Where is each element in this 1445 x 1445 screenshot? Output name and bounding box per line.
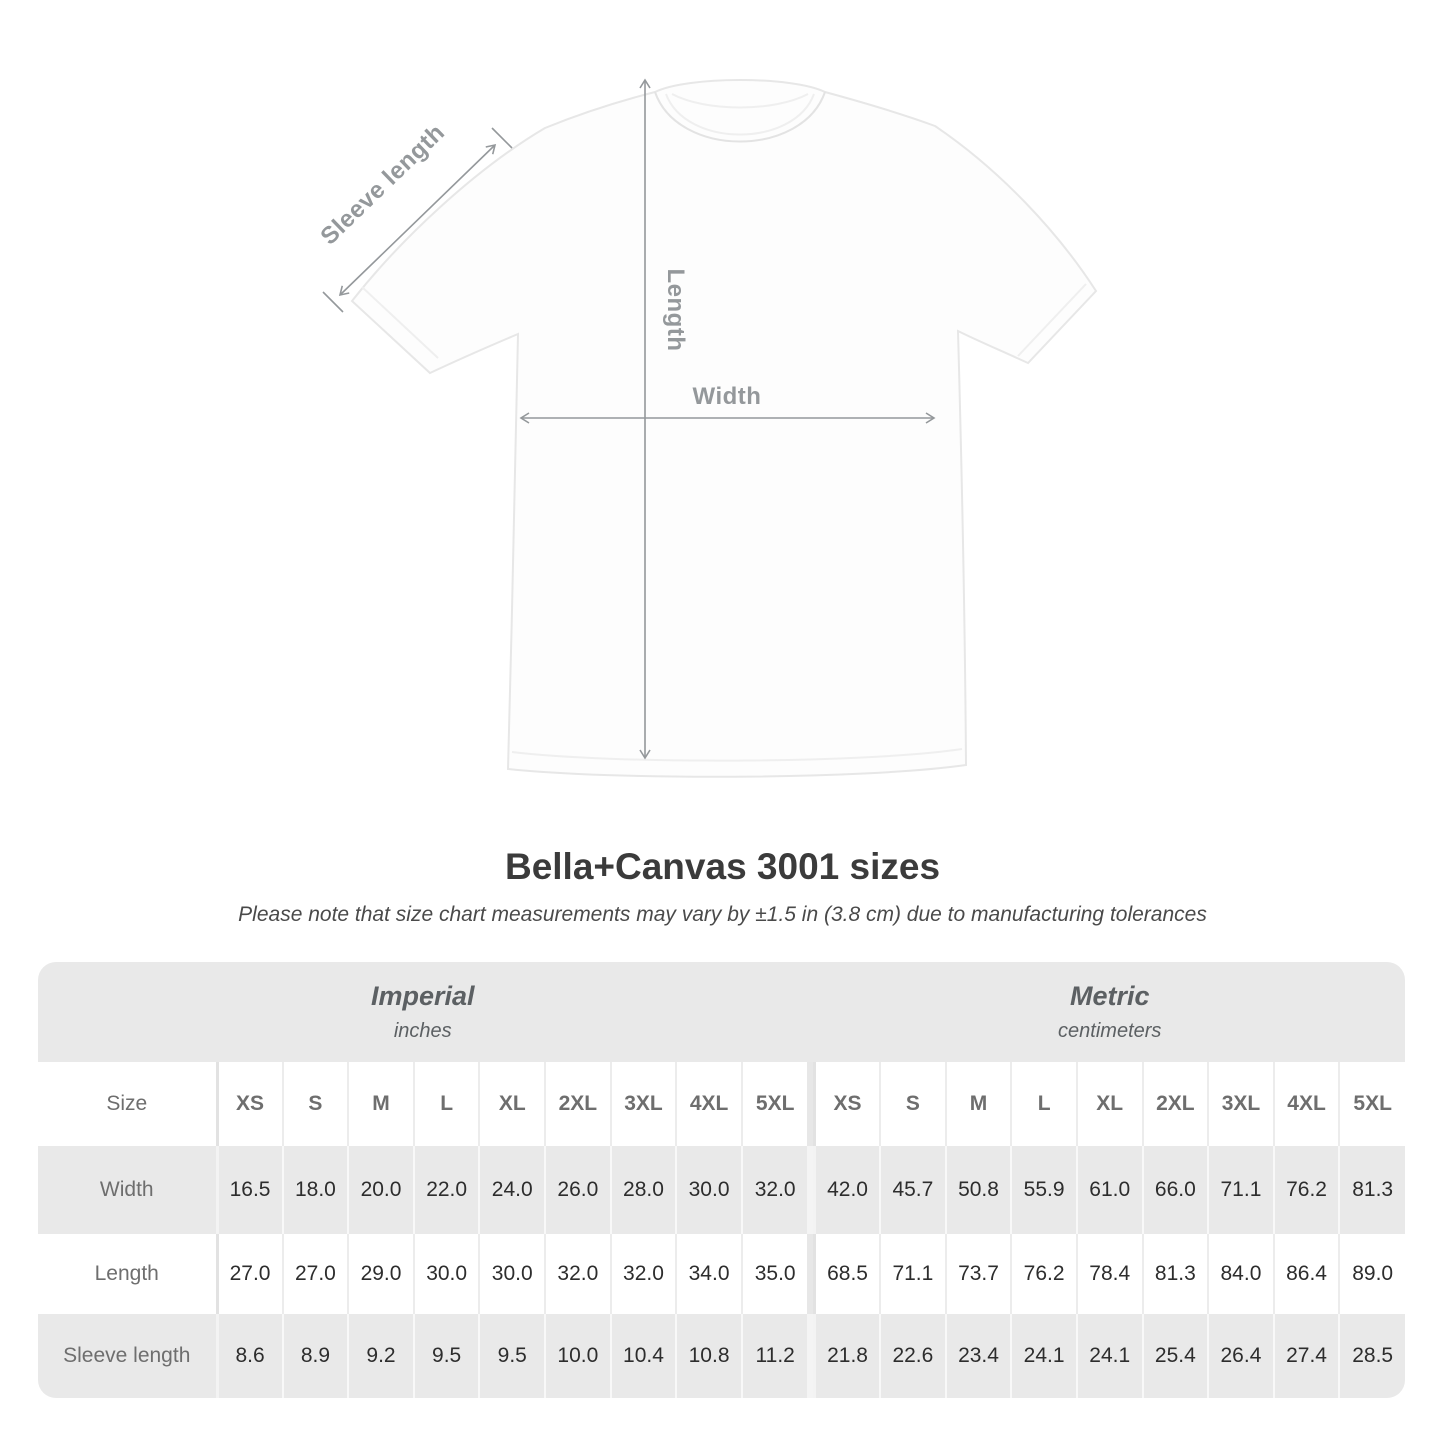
imperial-size-cell: M (348, 1062, 414, 1146)
metric-header-label: Metric (1069, 981, 1150, 1011)
section-separator (807, 1314, 814, 1398)
length-dimension-label: Length (662, 268, 689, 352)
metric-value-cell: 76.2 (1274, 1146, 1340, 1234)
metric-value-cell: 81.3 (1143, 1234, 1209, 1314)
width-dimension-label: Width (692, 383, 762, 410)
measurement-label: Length (38, 1234, 217, 1314)
metric-value-cell: 81.3 (1339, 1146, 1405, 1234)
imperial-value-cell: 35.0 (742, 1234, 808, 1314)
metric-size-cell: M (946, 1062, 1012, 1146)
section-separator (807, 1062, 814, 1146)
metric-value-cell: 24.1 (1077, 1314, 1143, 1398)
size-table (38, 962, 1405, 1398)
imperial-value-cell: 30.0 (414, 1234, 480, 1314)
imperial-value-cell: 29.0 (348, 1234, 414, 1314)
metric-value-cell: 25.4 (1143, 1314, 1209, 1398)
metric-value-cell: 26.4 (1208, 1314, 1274, 1398)
tshirt-graphic (352, 80, 1096, 777)
imperial-value-cell: 30.0 (676, 1146, 742, 1234)
imperial-size-cell: 3XL (611, 1062, 677, 1146)
imperial-value-cell: 9.2 (348, 1314, 414, 1398)
section-separator (807, 1234, 814, 1314)
metric-value-cell: 50.8 (946, 1146, 1012, 1234)
section-separator (807, 1146, 814, 1234)
metric-value-cell: 76.2 (1011, 1234, 1077, 1314)
heading-block (0, 846, 1445, 927)
imperial-value-cell: 10.8 (676, 1314, 742, 1398)
metric-value-cell: 78.4 (1077, 1234, 1143, 1314)
metric-header-units: centimeters (1058, 1020, 1162, 1042)
imperial-header-units: inches (393, 1020, 452, 1042)
metric-size-cell: XS (814, 1062, 880, 1146)
metric-value-cell: 24.1 (1011, 1314, 1077, 1398)
metric-value-cell: 27.4 (1274, 1314, 1340, 1398)
metric-size-cell: 3XL (1208, 1062, 1274, 1146)
imperial-value-cell: 16.5 (217, 1146, 283, 1234)
imperial-value-cell: 32.0 (611, 1234, 677, 1314)
measurement-row (38, 1314, 1405, 1398)
imperial-value-cell: 32.0 (545, 1234, 611, 1314)
imperial-value-cell: 30.0 (479, 1234, 545, 1314)
measurement-label: Sleeve length (38, 1314, 217, 1398)
metric-size-cell: L (1011, 1062, 1077, 1146)
imperial-size-cell: XS (217, 1062, 283, 1146)
metric-value-cell: 71.1 (1208, 1146, 1274, 1234)
measurement-row (38, 1146, 1405, 1234)
imperial-value-cell: 34.0 (676, 1234, 742, 1314)
metric-value-cell: 84.0 (1208, 1234, 1274, 1314)
metric-size-cell: 2XL (1143, 1062, 1209, 1146)
imperial-value-cell: 20.0 (348, 1146, 414, 1234)
metric-value-cell: 28.5 (1339, 1314, 1405, 1398)
tolerance-note: Please note that size chart measurements may vary by ±1.5 in (3.8 cm) due to manufacturing tolerances (238, 903, 1207, 926)
imperial-size-cell: L (414, 1062, 480, 1146)
metric-value-cell: 71.1 (880, 1234, 946, 1314)
imperial-value-cell: 9.5 (479, 1314, 545, 1398)
imperial-value-cell: 8.6 (217, 1314, 283, 1398)
imperial-value-cell: 10.0 (545, 1314, 611, 1398)
sleeve-dimension-label: Sleeve length (315, 118, 451, 251)
metric-size-cell: S (880, 1062, 946, 1146)
size-header-label: Size (38, 1062, 217, 1146)
imperial-value-cell: 26.0 (545, 1146, 611, 1234)
measurement-label: Width (38, 1146, 217, 1234)
metric-size-cell: 5XL (1339, 1062, 1405, 1146)
measurement-row (38, 1234, 1405, 1314)
imperial-value-cell: 11.2 (742, 1314, 808, 1398)
size-table-container (38, 962, 1405, 1398)
imperial-value-cell: 8.9 (283, 1314, 349, 1398)
metric-value-cell: 73.7 (946, 1234, 1012, 1314)
unit-header-row (38, 962, 1405, 1062)
metric-value-cell: 42.0 (814, 1146, 880, 1234)
metric-value-cell: 89.0 (1339, 1234, 1405, 1314)
imperial-value-cell: 10.4 (611, 1314, 677, 1398)
metric-size-cell: 4XL (1274, 1062, 1340, 1146)
imperial-size-cell: 4XL (676, 1062, 742, 1146)
imperial-value-cell: 18.0 (283, 1146, 349, 1234)
metric-value-cell: 22.6 (880, 1314, 946, 1398)
page-title: Bella+Canvas 3001 sizes (504, 846, 941, 887)
imperial-value-cell: 28.0 (611, 1146, 677, 1234)
imperial-value-cell: 24.0 (479, 1146, 545, 1234)
metric-value-cell: 61.0 (1077, 1146, 1143, 1234)
imperial-size-cell: 5XL (742, 1062, 808, 1146)
metric-value-cell: 23.4 (946, 1314, 1012, 1398)
section-separator (807, 962, 814, 1062)
metric-value-cell: 66.0 (1143, 1146, 1209, 1234)
imperial-value-cell: 27.0 (217, 1234, 283, 1314)
imperial-header-cell (38, 962, 807, 1062)
metric-value-cell: 86.4 (1274, 1234, 1340, 1314)
size-header-row (38, 1062, 1405, 1146)
imperial-size-cell: XL (479, 1062, 545, 1146)
imperial-value-cell: 9.5 (414, 1314, 480, 1398)
size-table-body (38, 962, 1405, 1398)
metric-value-cell: 55.9 (1011, 1146, 1077, 1234)
imperial-size-cell: 2XL (545, 1062, 611, 1146)
imperial-value-cell: 32.0 (742, 1146, 808, 1234)
imperial-value-cell: 22.0 (414, 1146, 480, 1234)
metric-value-cell: 45.7 (880, 1146, 946, 1234)
imperial-value-cell: 27.0 (283, 1234, 349, 1314)
imperial-header-label: Imperial (370, 981, 475, 1011)
metric-value-cell: 21.8 (814, 1314, 880, 1398)
imperial-size-cell: S (283, 1062, 349, 1146)
metric-value-cell: 68.5 (814, 1234, 880, 1314)
metric-size-cell: XL (1077, 1062, 1143, 1146)
metric-header-cell (814, 962, 1405, 1062)
